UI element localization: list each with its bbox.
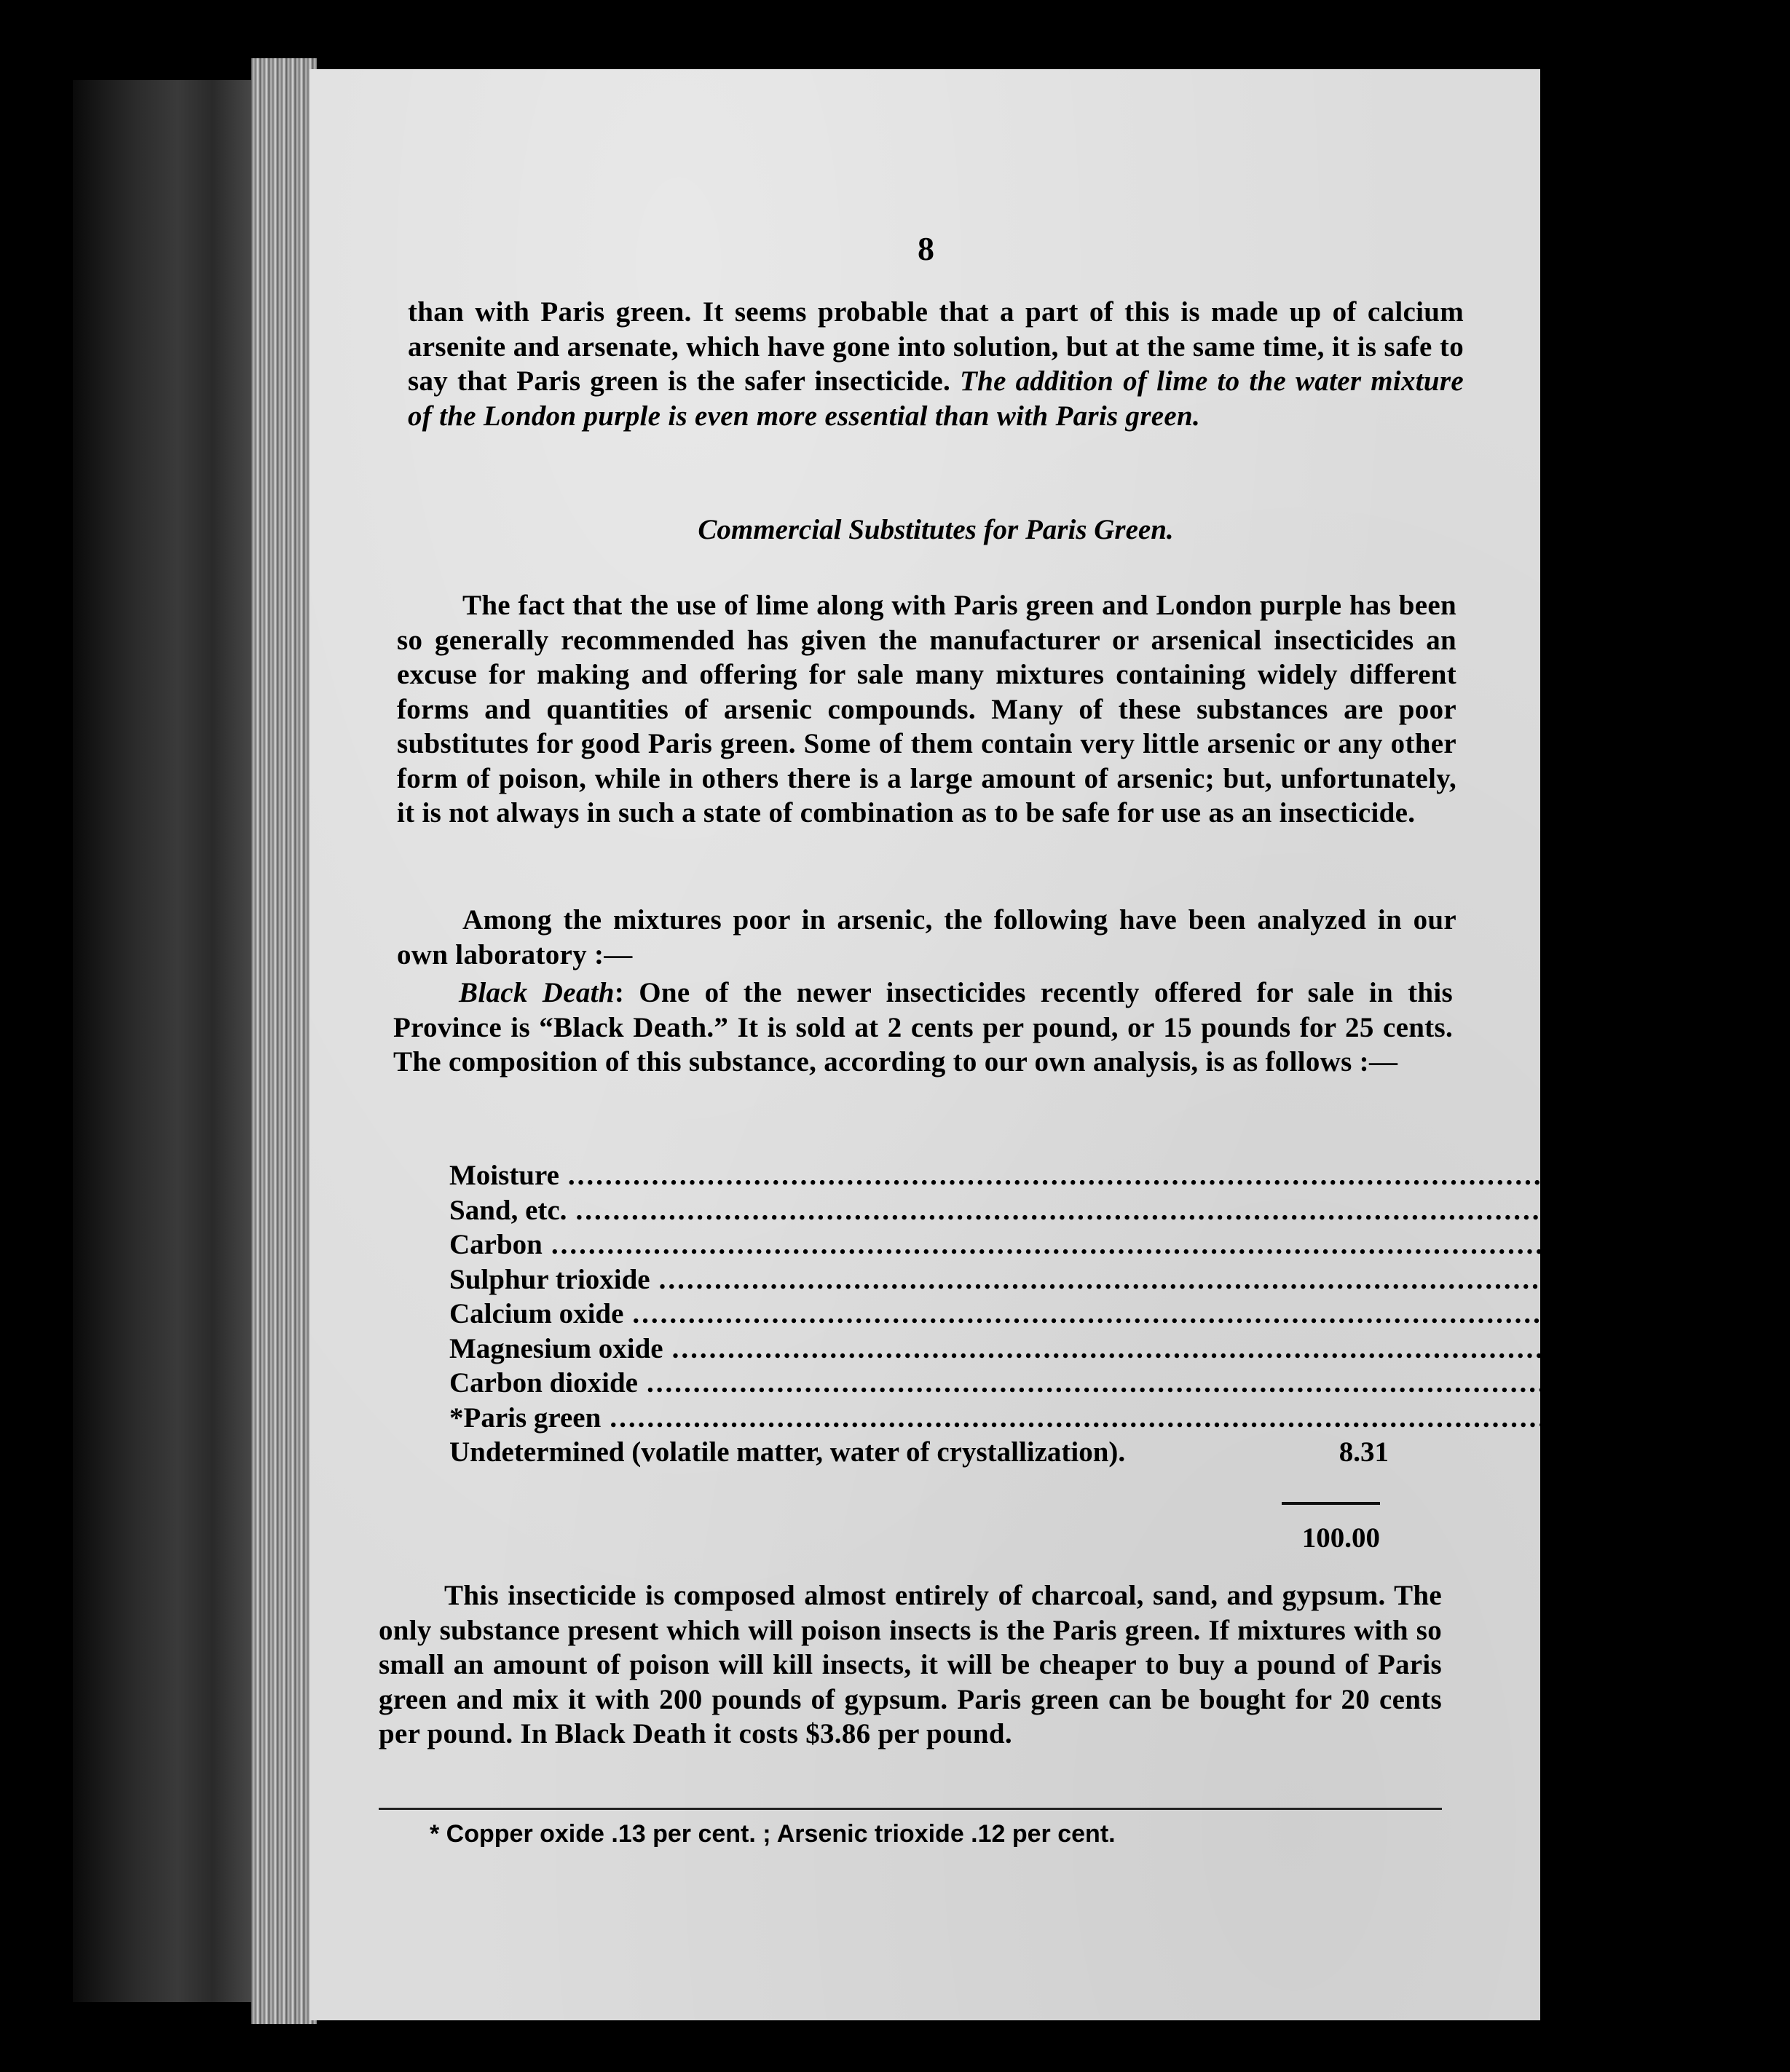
table-row (449, 1194, 1693, 1229)
leader-dots: .................................................................................................................. (658, 1263, 1718, 1295)
table-row (449, 1332, 1789, 1367)
composition-table (449, 1159, 1790, 1471)
paragraph-conclusion: This insecticide is composed almost entirely of charcoal, sand, and gypsum. The only substance present which will poison insects is the Paris green. If mixtures with so small an amount of poison will kill insects, it will be cheaper to buy a pound of Paris green and mix it with 200 pounds of gypsum. Paris green can be bought for 20 cents per pound. In Black Death it costs $3.86 per pound. (379, 1580, 1442, 1749)
leader-dots: .................................................................................................................. (671, 1332, 1731, 1364)
footnote-divider (379, 1808, 1442, 1810)
table-row (449, 1263, 1790, 1298)
component-value: 23.30 (1699, 1298, 1764, 1329)
component-value: 2.16 (1739, 1332, 1789, 1364)
component-label: Undetermined (volatile matter, water of crystallization). (449, 1436, 1126, 1468)
composition-total: 100.00 (1301, 1522, 1380, 1554)
component-value: 17.39 (1618, 1229, 1683, 1260)
continued-paragraph-text: than with Paris green. It seems probable that a part of this is made up of calcium arsenite and arsenate, which have gone into solution, but at the same time, it is safe to say that Paris green is the safer insecticide. (408, 296, 1464, 397)
section-heading: Commercial Substitutes for Paris Green. (698, 514, 1174, 545)
leader-dots: .................................................................................................................. (575, 1194, 1634, 1226)
continued-paragraph-italic: The addition of lime to the water mixture of the London purple is even more essential than with Paris green. (408, 365, 1464, 432)
table-row (449, 1436, 1389, 1471)
black-death-lead: Black Death (459, 977, 615, 1008)
component-value: 8.31 (1338, 1436, 1389, 1468)
component-label: Moisture (449, 1160, 559, 1191)
leader-dots: .................................................................................................................. (632, 1298, 1691, 1329)
component-label: Sulphur trioxide (449, 1263, 650, 1295)
component-label: Carbon (449, 1229, 543, 1260)
component-label: *Paris green (449, 1401, 602, 1434)
component-label: Carbon dioxide (449, 1367, 638, 1399)
footnote: * Copper oxide .13 per cent. ; Arsenic trioxide .12 per cent. (430, 1820, 1116, 1848)
component-label: Magnesium oxide (449, 1332, 663, 1364)
page-stack-edge (251, 58, 317, 2024)
table-row (449, 1228, 1683, 1263)
component-value: 10.42 (1635, 1160, 1700, 1191)
component-value: 6.37 (1642, 1194, 1693, 1226)
leader-dots: .................................................................................................................. (551, 1229, 1610, 1260)
sum-rule (1282, 1502, 1380, 1505)
component-label: Calcium oxide (449, 1298, 624, 1329)
leader-dots: .................................................................................................................. (610, 1401, 1668, 1434)
table-row (449, 1159, 1700, 1194)
paragraph-black-death (393, 976, 1453, 1080)
paragraph-analysis-intro: Among the mixtures poor in arsenic, the following have been analyzed in our own laboratory :— (397, 904, 1456, 970)
table-row (449, 1367, 1764, 1401)
black-death-text: : One of the newer insecticides recently offered for sale in this Province is “Black Death.” It is sold at 2 cents per pound, or 15 pounds for 25 cents. The composition of this substance, according to our own analysis, is as follows :— (393, 977, 1453, 1077)
page-number: 8 (918, 230, 934, 267)
continued-paragraph (408, 295, 1464, 433)
table-row (449, 1297, 1764, 1332)
component-value: 23.72 (1726, 1263, 1790, 1295)
paragraph-lime-mixtures: The fact that the use of lime along with Paris green and London purple has been so generally recommended has given the manufacturer or arsenical insecticides an excuse for making and offering for sale many mixtures containing widely different forms and quantities of arsenic compounds. Many of these substances are poor substitutes for good Paris green. Some of them contain very little arsenic or any other form of poison, while in others there is a large amount of arsenic; but, unfortunately, it is not always in such a state of combination as to be safe for use as an insecticide. (397, 590, 1456, 829)
component-label: Sand, etc. (449, 1194, 567, 1226)
leader-dots: .................................................................................................................. (646, 1367, 1706, 1399)
component-value: 7.90 (1714, 1367, 1764, 1399)
component-value: 0.43 (1676, 1401, 1727, 1434)
leader-dots: .................................................................................................................. (567, 1160, 1627, 1191)
table-row (449, 1401, 1727, 1436)
